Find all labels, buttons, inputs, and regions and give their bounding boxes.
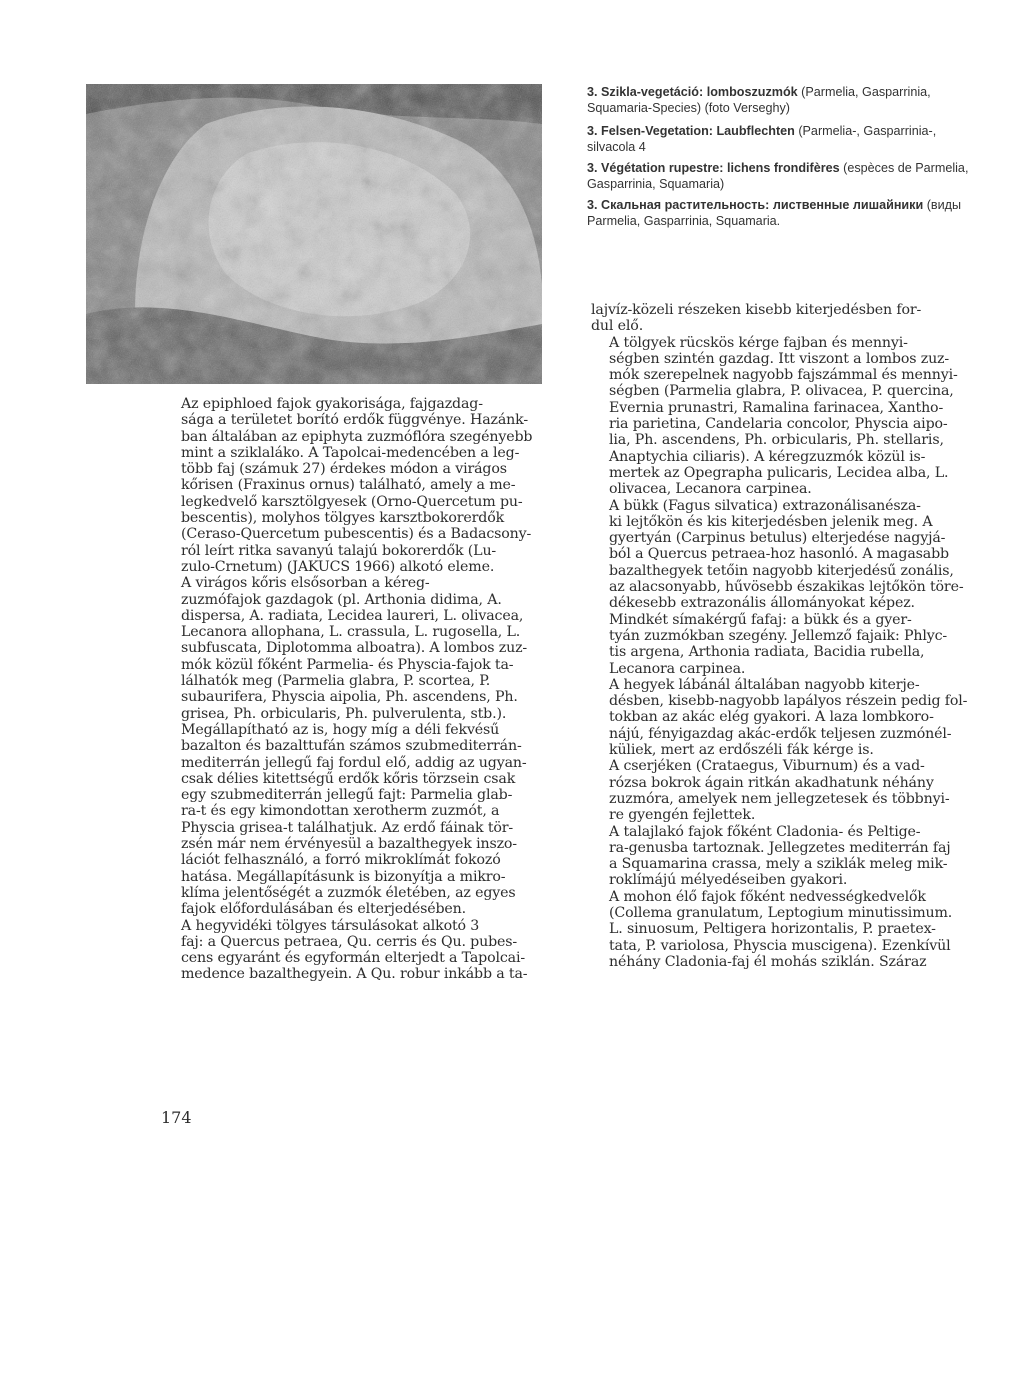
paragraph: lajvíz-közeli részeken kisebb kiterjedésben for- dul elő. [591, 302, 922, 335]
paragraph: Az epiphloed fajok gyakorisága, fajgazdag- sága a területet borító erdők függvénye. Hazánk- ban általában az epiphyta zuzmóflóra szegényebb mint a sziklaláko. A Tapolcai-medencében a leg- több faj (számuk 27) érdekes módon a virágos kőrisen (Fraxinus ornus) található, amely a me- legkedvelő karsztölgyesek (Orno-Quercetum pu- bescentis), molyhos tölgyes karsztbokorerdők (Ceraso-Quercetum pubescentis) és a Badacsony- ról leírt ritka savanyú talajú bokorerdők (Lu- zulo-Crnetum) (JAKUCS 1966) alkotó eleme. [181, 396, 533, 575]
page-number: 174 [161, 1108, 192, 1127]
caption-german: 3. Felsen-Vegetation: Laubflechten (Parmelia-, Gasparrinia-, silvacola 4 [587, 124, 937, 154]
paragraph: A mohon élő fajok főként nedvességkedvelők (Collema granulatum, Leptogium minutissimum. L. sinuosum, Peltigera horizontalis, P. praetex- tata, P. variolosa, Physcia muscigena). Ezenkívül néhány Cladonia-faj él mohás sziklán. Száraz [609, 888, 953, 970]
paragraph: A talajlakó fajok főként Cladonia- és Peltige- ra-genusba tartoznak. Jellegzetes mediterrán faj a Squamarina crassa, mely a sziklák meleg mik- roklímájú mélyedéseiben gyakori. [609, 823, 951, 889]
caption-russian: 3. Скальная растительность: лиственные лишайники (виды Parmelia, Gasparrinia, Squamaria. [587, 198, 962, 228]
paragraph: A hegyvidéki tölgyes társulásokat alkotó 3 faj: a Quercus petraea, Qu. cerris és Qu. pubes- cens egyaránt és egyformán elterjedt a Tapolcai- medence bazalthegyein. A Qu. robur inkább a ta- [181, 917, 528, 983]
paragraph: A virágos kőris elsősorban a kéreg- zuzmófajok gazdagok (pl. Arthonia didima, A. dispersa, A. radiata, Lecidea laureri, L. olivacea, Lecanora allophana, L. crassula, L. rugosella, L. subfuscata, Diplotomma alboatra). A lombos zuz- mók közül főként Parmelia- és Physcia-fajok ta- lálhatók meg (Parmelia glabra, P. scortea, P. subaurifera, Physcia aipolia, Ph. ascendens, Ph. grisea, Ph. orbicularis, Ph. pulverulenta, stb.). Megállapítható az is, hogy míg a déli fekvésű bazalton és bazalttufán számos szubmediterrán- mediterrán jellegű faj fordul elő, addig az ugyan- csak délies kitettségű erdők kőris törzsein csak egy szubmediterrán jellegű fajt: Parmelia glab- ra-t és egy kimondottan xerotherm zuzmót, a Physcia grisea-t találhatjuk. Az erdő fáinak tör- zsén már nem érvényesül a bazalthegyek inszo- lációt felhasználó, a forró mikroklímát fokozó hatása. Megállapításunk is bizonyítja a mikro- klíma jelentőségét a zuzmók életében, az egyes fajok előfordulásában és elterjedésében. [181, 575, 528, 918]
paragraph: Mindkét símakérgű fafaj: a bükk és a gyer- tyán zuzmókban szegény. Jellemző fajaik: Phlyc- tis argena, Arthonia radiata, Bacidia rubella, Lecanora carpinea. [609, 611, 948, 677]
left-text-column [163, 396, 548, 983]
paragraph: A bükk (Fagus silvatica) extrazonálisanésza- ki lejtőkön és kis kiterjedésben jelenik meg. A gyertyán (Carpinus betulus) elterjedése nagyjá- ból a Quercus petraea-hoz hasonló. A magasabb bazalthegyek tetőin nagyobb kiterjedésű zonális, az alacsonyabb, hűvösebb északikas lejtőkön töre- dékesebb extrazonális állományokat képez. [609, 497, 964, 612]
lichen-rock-photo [86, 84, 542, 384]
right-text-column [591, 302, 974, 970]
caption-french: 3. Végétation rupestre: lichens frondifères (espèces de Parmelia, Gasparrinia, Squamaria) [587, 161, 969, 191]
caption-hungarian: 3. Szikla-vegetáció: lomboszuzmók (Parmelia, Gasparrinia, Squamaria-Species) (foto Verseghy) [587, 85, 931, 115]
paragraph: A tölgyek rücskös kérge fajban és mennyi- ségben szintén gazdag. Itt viszont a lombos zuz- mók szerepelnek nagyobb fajszámmal és mennyi- ségben (Parmelia glabra, P. olivacea, P. quercina, Evernia prunastri, Ramalina farinacea, Xantho- ria parietina, Candelaria concolor, Physcia aipo- lia, Ph. ascendens, Ph. orbicularis, Ph. stellaris, Anaptychia ciliaris). A kéregzuzmók közül is- mertek az Opegrapha pulicaris, Lecidea alba, L. olivacea, Lecanora carpinea. [609, 334, 958, 498]
paragraph: A cserjéken (Crataegus, Viburnum) és a vad- rózsa bokrok ágain ritkán akadhatunk néhány zuzmóra, amelyek nem jellegzetesek és többnyi- re gyengén fejlettek. [609, 758, 950, 824]
paragraph: A hegyek lábánál általában nagyobb kiterje- désben, kisebb-nagyobb lapályos részein pedig fol- tokban az akác elég gyakori. A laza lombkoro- nájú, fényigazdag akác-erdők teljesen zuzmónél- küliek, mert az erdőszéli fák kérge is. [609, 676, 968, 759]
